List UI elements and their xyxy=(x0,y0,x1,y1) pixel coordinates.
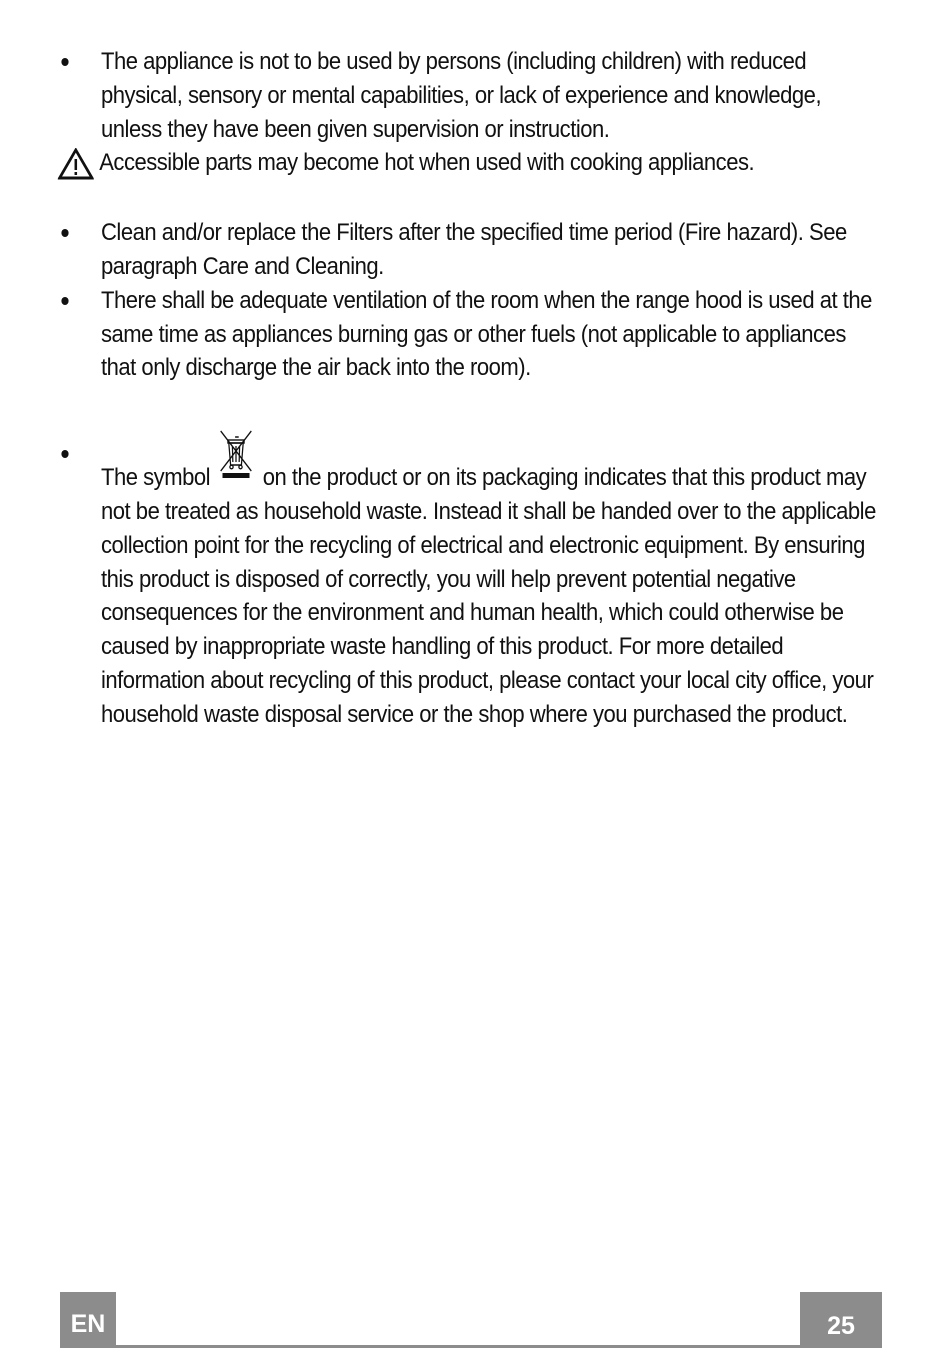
bullet-dot xyxy=(61,450,68,458)
list-item-text: Clean and/or replace the Filters after the specified time period (Fire hazard). See paragraph Care and Cleaning. xyxy=(101,219,847,280)
bullet-dot xyxy=(61,58,68,66)
bullet-dot xyxy=(61,229,68,237)
warning-item xyxy=(56,146,876,180)
page-number: 25 xyxy=(800,1292,882,1348)
document-body xyxy=(56,45,876,732)
list-item xyxy=(56,45,876,146)
list-item xyxy=(56,284,876,385)
list-item xyxy=(56,437,876,731)
warning-text: Accessible parts may become hot when used with cooking appliances. xyxy=(99,149,755,177)
crossed-bin-icon xyxy=(217,429,255,483)
warning-triangle-icon xyxy=(58,148,94,180)
footer-rule xyxy=(60,1345,882,1348)
bullet-dot xyxy=(61,297,68,305)
list-item-text: The appliance is not to be used by persons (including children) with reduced physical, sensory or mental capabilities, or lack of experience and knowledge, unless they have been given supervision or instruction. xyxy=(101,48,822,143)
language-tab: EN xyxy=(60,1292,116,1348)
list-item-text-before: The symbol xyxy=(101,464,211,492)
list-item-text: There shall be adequate ventilation of the room when the range hood is used at the same time as appliances burning gas or other fuels (not applicable to appliances that only discharge the air back into the room). xyxy=(101,286,872,382)
list-item xyxy=(56,216,876,284)
list-item-text-after: on the product or on its packaging indicates that this product may not be treated as household waste. Instead it shall be handed over to the applicable collection point for the recycling of electrical and electronic equipment. By ensuring this product is disposed of correctly, you will help prevent potential negative consequences for the environment and human health, which could otherwise be caused by inappropriate waste handling of this product. For more detailed information about recycling of this product, please contact your local city office, your household waste disposal service or the shop where you purchased the product. xyxy=(101,464,876,728)
